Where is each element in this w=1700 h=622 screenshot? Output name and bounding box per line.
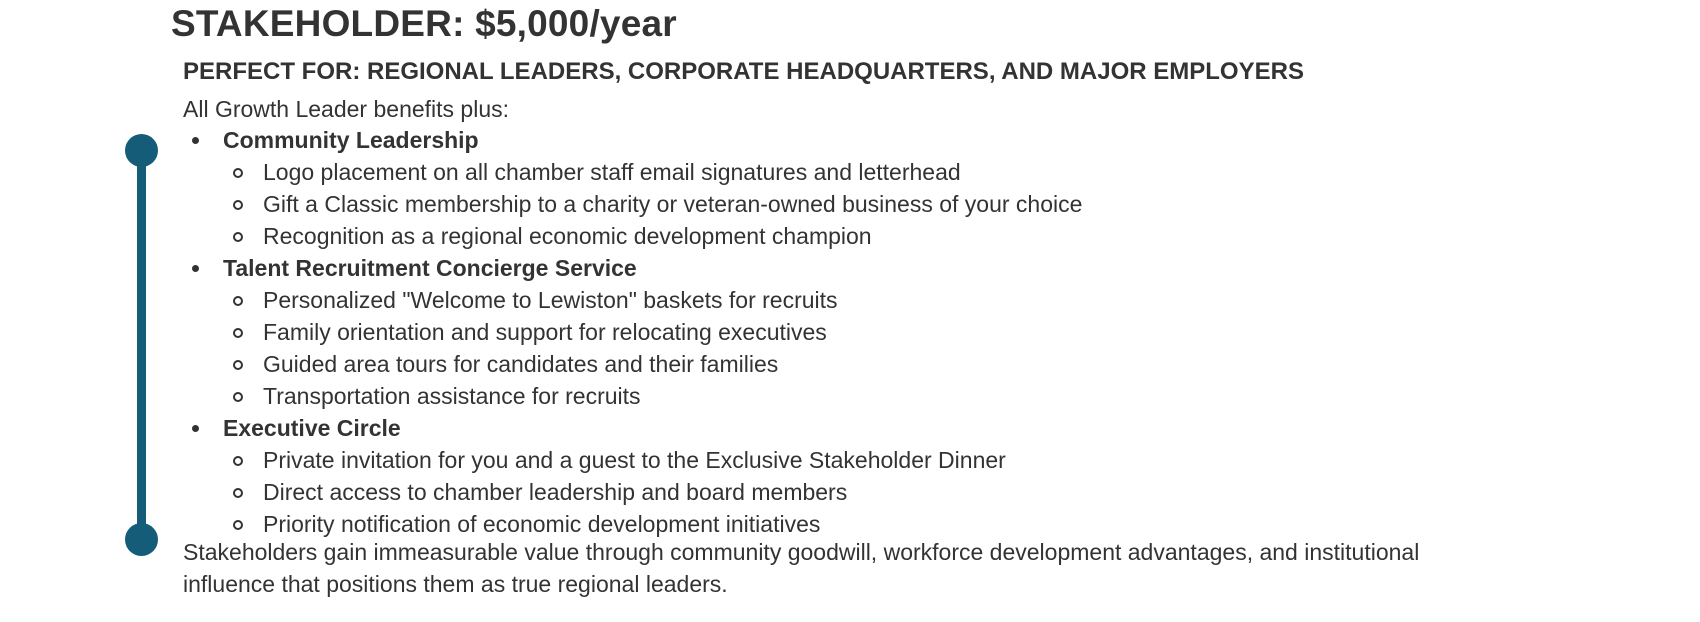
bullet-icon bbox=[192, 137, 199, 144]
list-item: Guided area tours for candidates and their families bbox=[183, 348, 1082, 380]
list-item: Family orientation and support for relocating executives bbox=[183, 316, 1082, 348]
tier-title: STAKEHOLDER: $5,000/year bbox=[171, 3, 677, 44]
benefits-list bbox=[183, 124, 1082, 540]
closing-statement: Stakeholders gain immeasurable value through community goodwill, workforce development advantages, and institutional influence that positions them as true regional leaders. bbox=[183, 539, 1420, 597]
list-item: Transportation assistance for recruits bbox=[183, 380, 1082, 412]
timeline-line bbox=[137, 150, 146, 538]
list-item: Private invitation for you and a guest to the Exclusive Stakeholder Dinner bbox=[183, 444, 1082, 476]
benefit-executive-circle bbox=[183, 412, 1082, 540]
benefits-intro: All Growth Leader benefits plus: bbox=[183, 96, 510, 122]
circle-bullet-icon bbox=[233, 392, 243, 402]
circle-bullet-icon bbox=[233, 200, 243, 210]
benefit-talent-recruitment bbox=[183, 252, 1082, 412]
list-item: Logo placement on all chamber staff email signatures and letterhead bbox=[183, 156, 1082, 188]
list-item: Recognition as a regional economic development champion bbox=[183, 220, 1082, 252]
benefit-community-leadership bbox=[183, 124, 1082, 252]
list-item: Priority notification of economic development initiatives bbox=[183, 508, 1082, 540]
circle-bullet-icon bbox=[233, 360, 243, 370]
list-item: Personalized "Welcome to Lewiston" baskets for recruits bbox=[183, 284, 1082, 316]
circle-bullet-icon bbox=[233, 520, 243, 530]
circle-bullet-icon bbox=[233, 168, 243, 178]
benefit-title: Community Leadership bbox=[223, 127, 479, 153]
list-item: Direct access to chamber leadership and board members bbox=[183, 476, 1082, 508]
benefit-title: Executive Circle bbox=[223, 415, 401, 441]
circle-bullet-icon bbox=[233, 232, 243, 242]
list-item: Gift a Classic membership to a charity or veteran-owned business of your choice bbox=[183, 188, 1082, 220]
circle-bullet-icon bbox=[233, 328, 243, 338]
circle-bullet-icon bbox=[233, 488, 243, 498]
timeline-decoration bbox=[124, 134, 160, 562]
circle-bullet-icon bbox=[233, 296, 243, 306]
bullet-icon bbox=[192, 425, 199, 432]
circle-bullet-icon bbox=[233, 456, 243, 466]
bullet-icon bbox=[192, 265, 199, 272]
benefit-title: Talent Recruitment Concierge Service bbox=[223, 255, 637, 281]
timeline-end-dot bbox=[125, 523, 158, 556]
tier-audience: PERFECT FOR: REGIONAL LEADERS, CORPORATE HEADQUARTERS, AND MAJOR EMPLOYERS bbox=[183, 58, 1304, 85]
